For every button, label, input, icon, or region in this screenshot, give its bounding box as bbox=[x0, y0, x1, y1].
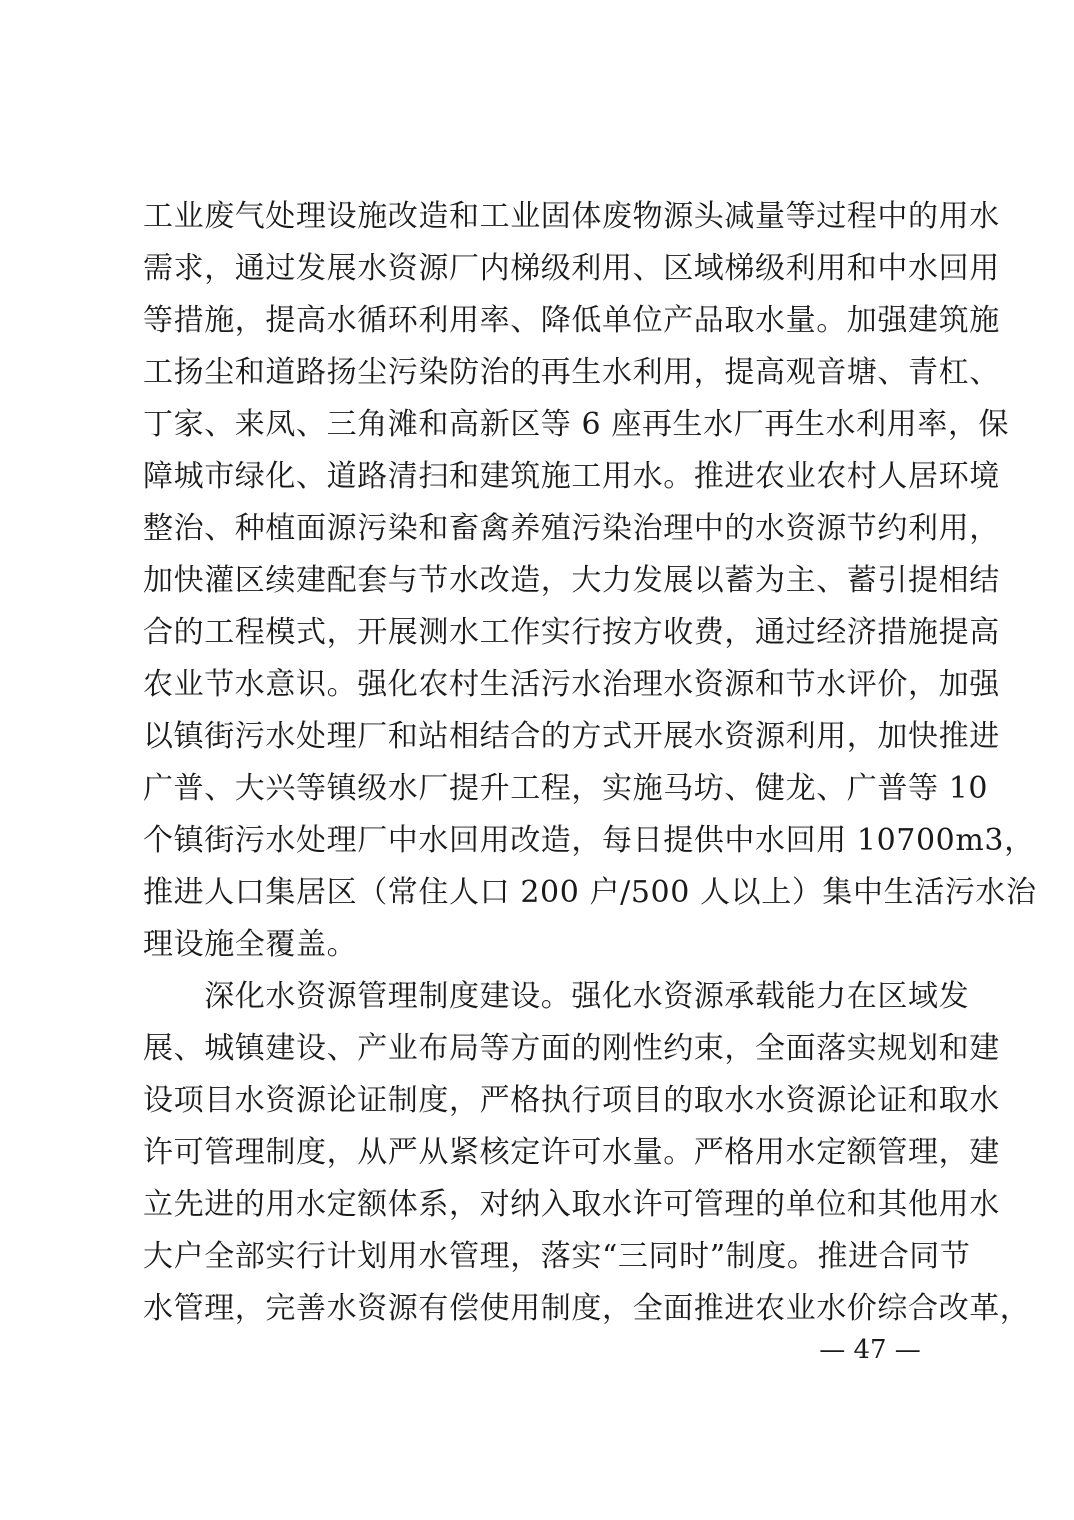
text-line: 障城市绿化、道路清扫和建筑施工用水。推进农业农村人居环境 bbox=[143, 459, 1000, 494]
text-line: 立先进的用水定额体系，对纳入取水许可管理的单位和其他用水 bbox=[143, 1187, 1000, 1222]
text-line: 丁家、来凤、三角滩和高新区等 6 座再生水厂再生水利用率，保 bbox=[143, 407, 1010, 442]
page-number: — 47 — bbox=[819, 1335, 921, 1365]
text-line: 许可管理制度，从严从紧核定许可水量。严格用水定额管理，建 bbox=[143, 1135, 1000, 1170]
text-line: 合的工程模式，开展测水工作实行按方收费，通过经济措施提高 bbox=[143, 615, 1000, 650]
text-line: 广普、大兴等镇级水厂提升工程，实施马坊、健龙、广普等 10 bbox=[143, 771, 989, 806]
text-line: 大户全部实行计划用水管理，落实“三同时”制度。推进合同节 bbox=[143, 1239, 971, 1274]
text-line: 需求，通过发展水资源厂内梯级利用、区域梯级利用和中水回用 bbox=[143, 251, 1000, 286]
text-line: 农业节水意识。强化农村生活污水治理水资源和节水评价，加强 bbox=[143, 667, 1000, 702]
text-line: 加快灌区续建配套与节水改造，大力发展以蓄为主、蓄引提相结 bbox=[143, 563, 1000, 598]
text-line: 个镇街污水处理厂中水回用改造，每日提供中水回用 10700m3， bbox=[143, 823, 1035, 858]
text-line: 理设施全覆盖。 bbox=[143, 927, 358, 962]
text-line: 整治、种植面源污染和畜禽养殖污染治理中的水资源节约利用， bbox=[143, 511, 1000, 546]
text-line: 设项目水资源论证制度，严格执行项目的取水水资源论证和取水 bbox=[143, 1083, 1000, 1118]
text-line: 深化水资源管理制度建设。强化水资源承载能力在区域发 bbox=[143, 979, 970, 1014]
text-line: 等措施，提高水循环利用率、降低单位产品取水量。加强建筑施 bbox=[143, 303, 1000, 338]
text-line: 展、城镇建设、产业布局等方面的刚性约束，全面落实规划和建 bbox=[143, 1031, 1000, 1066]
text-line: 推进人口集居区（常住人口 200 户/500 人以上）集中生活污水治 bbox=[143, 875, 1037, 910]
text-line: 水管理，完善水资源有偿使用制度，全面推进农业水价综合改革， bbox=[143, 1291, 1031, 1326]
text-line: 工业废气处理设施改造和工业固体废物源头减量等过程中的用水 bbox=[143, 199, 1000, 234]
text-line: 工扬尘和道路扬尘污染防治的再生水利用，提高观音塘、青杠、 bbox=[143, 355, 1000, 390]
text-line: 以镇街污水处理厂和站相结合的方式开展水资源利用，加快推进 bbox=[143, 719, 1000, 754]
